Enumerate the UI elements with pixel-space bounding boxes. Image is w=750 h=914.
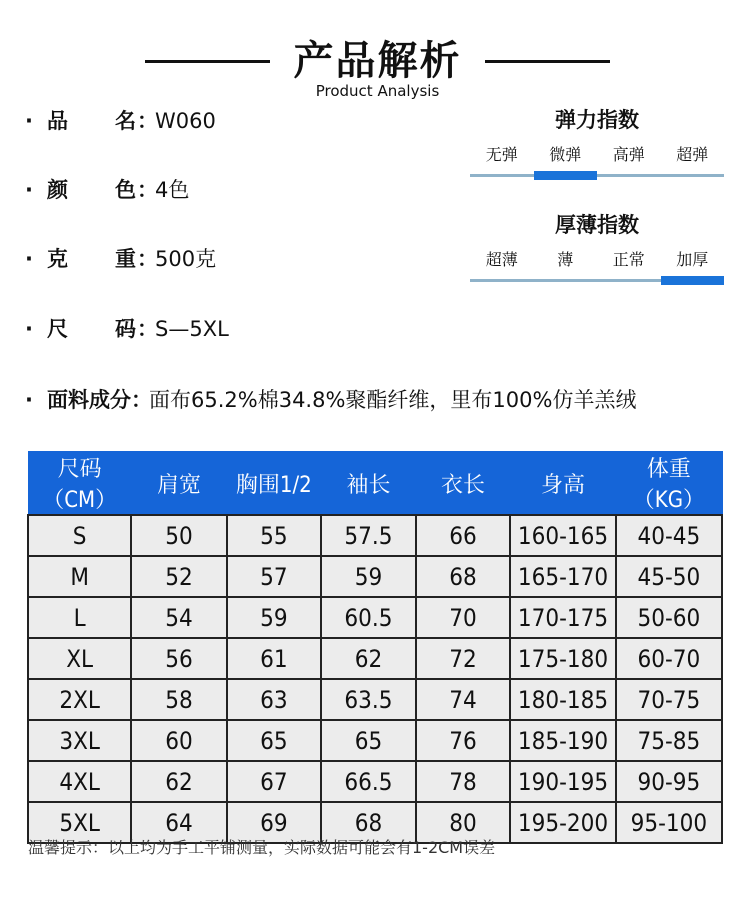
table-cell: 185-190	[510, 720, 616, 761]
spec-value: S—5XL	[155, 317, 229, 341]
table-cell: 5XL	[28, 802, 131, 843]
table-row	[28, 515, 722, 556]
spec-weight: · 克 重：500克	[25, 244, 216, 274]
header-cell: 体重（KG）	[616, 452, 722, 516]
table-cell: 160-165	[510, 515, 616, 556]
table-cell: 55	[227, 515, 321, 556]
table-row	[28, 597, 722, 638]
elasticity-option: 微弹	[549, 145, 582, 164]
table-cell: 65	[321, 720, 416, 761]
table-cell: 45-50	[616, 556, 722, 597]
table-cell: 58	[131, 679, 226, 720]
table-cell: 50-60	[616, 597, 722, 638]
header-cell: 胸围1/2	[227, 452, 321, 516]
table-cell: 60-70	[616, 638, 722, 679]
table-cell: 76	[416, 720, 510, 761]
spec-size: · 尺 码：S—5XL	[25, 314, 229, 344]
spec-color: · 颜 色：4色	[25, 175, 189, 205]
thickness-title: 厚薄指数	[555, 213, 639, 237]
spec-label: 克	[47, 247, 68, 271]
table-row	[28, 720, 722, 761]
table-cell: 78	[416, 761, 510, 802]
table-cell: 67	[227, 761, 321, 802]
table-cell: 62	[131, 761, 226, 802]
table-cell: 68	[321, 802, 416, 843]
table-cell: 69	[227, 802, 321, 843]
table-cell: 57	[227, 556, 321, 597]
header-cell: 衣长	[416, 452, 510, 516]
table-cell: 62	[321, 638, 416, 679]
header-cell: 身高	[510, 452, 616, 516]
table-cell: 59	[227, 597, 321, 638]
table-cell: 63.5	[321, 679, 416, 720]
spec-name: · 品 名：W060	[25, 106, 216, 136]
table-cell: 63	[227, 679, 321, 720]
table-cell: 165-170	[510, 556, 616, 597]
table-cell: 57.5	[321, 515, 416, 556]
table-cell: S	[28, 515, 131, 556]
elasticity-track	[470, 174, 724, 177]
table-cell: 60.5	[321, 597, 416, 638]
table-row	[28, 679, 722, 720]
thickness-option: 超薄	[485, 250, 518, 269]
elasticity-option: 超弹	[676, 145, 709, 164]
table-cell: 195-200	[510, 802, 616, 843]
table-cell: 70	[416, 597, 510, 638]
table-cell: M	[28, 556, 131, 597]
measurement-note: 温馨提示：以上均为手工平铺测量，实际数据可能会有1-2CM误差	[28, 838, 496, 857]
elasticity-gauge	[470, 106, 724, 177]
table-cell: 190-195	[510, 761, 616, 802]
table-cell: 56	[131, 638, 226, 679]
page-subtitle: Product Analysis	[315, 82, 440, 100]
spec-label: 面料成分	[47, 388, 131, 412]
table-cell: 52	[131, 556, 226, 597]
table-cell: 2XL	[28, 679, 131, 720]
thickness-gauge	[470, 211, 724, 282]
table-cell: 60	[131, 720, 226, 761]
table-cell: 80	[416, 802, 510, 843]
table-cell: 4XL	[28, 761, 131, 802]
table-cell: 170-175	[510, 597, 616, 638]
spec-label: 品	[47, 109, 68, 133]
table-row	[28, 761, 722, 802]
size-table-body	[28, 515, 722, 843]
size-table	[27, 451, 723, 844]
spec-fabric: · 面料成分：面布65.2%棉34.8%聚酯纤维，里布100%仿羊羔绒	[25, 385, 636, 415]
table-cell: 3XL	[28, 720, 131, 761]
table-cell: 75-85	[616, 720, 722, 761]
header-line-right	[485, 60, 610, 63]
header-cell: 尺码（CM）	[28, 452, 131, 516]
thickness-option: 薄	[557, 250, 574, 269]
spec-value: 500克	[155, 247, 217, 271]
elasticity-option: 高弹	[612, 145, 645, 164]
table-cell: 175-180	[510, 638, 616, 679]
elasticity-marker	[534, 171, 598, 180]
elasticity-option: 无弹	[485, 145, 518, 164]
table-cell: 66.5	[321, 761, 416, 802]
table-cell: 66	[416, 515, 510, 556]
table-cell: 61	[227, 638, 321, 679]
section-header	[0, 30, 750, 110]
table-cell: 72	[416, 638, 510, 679]
table-cell: 54	[131, 597, 226, 638]
thickness-option: 加厚	[676, 250, 709, 269]
table-cell: 50	[131, 515, 226, 556]
table-cell: 95-100	[616, 802, 722, 843]
table-cell: 74	[416, 679, 510, 720]
spec-label: 颜	[47, 178, 68, 202]
table-row	[28, 638, 722, 679]
table-cell: 70-75	[616, 679, 722, 720]
table-cell: 68	[416, 556, 510, 597]
table-cell: L	[28, 597, 131, 638]
table-row	[28, 556, 722, 597]
table-cell: 59	[321, 556, 416, 597]
thickness-option: 正常	[612, 250, 645, 269]
spec-label: 尺	[47, 317, 68, 341]
header-cell: 肩宽	[131, 452, 226, 516]
elasticity-title: 弹力指数	[555, 108, 639, 132]
header-cell: 袖长	[321, 452, 416, 516]
table-cell: 64	[131, 802, 226, 843]
table-cell: 90-95	[616, 761, 722, 802]
table-cell: XL	[28, 638, 131, 679]
table-cell: 180-185	[510, 679, 616, 720]
spec-value: 面布65.2%棉34.8%聚酯纤维，里布100%仿羊羔绒	[149, 388, 637, 412]
thickness-track	[470, 279, 724, 282]
spec-value: 4色	[155, 178, 190, 202]
spec-value: W060	[155, 109, 216, 133]
thickness-marker	[661, 276, 725, 285]
table-cell: 40-45	[616, 515, 722, 556]
header-line-left	[145, 60, 270, 63]
size-table-header	[28, 452, 722, 516]
table-cell: 65	[227, 720, 321, 761]
page-title: 产品解析	[293, 38, 462, 84]
